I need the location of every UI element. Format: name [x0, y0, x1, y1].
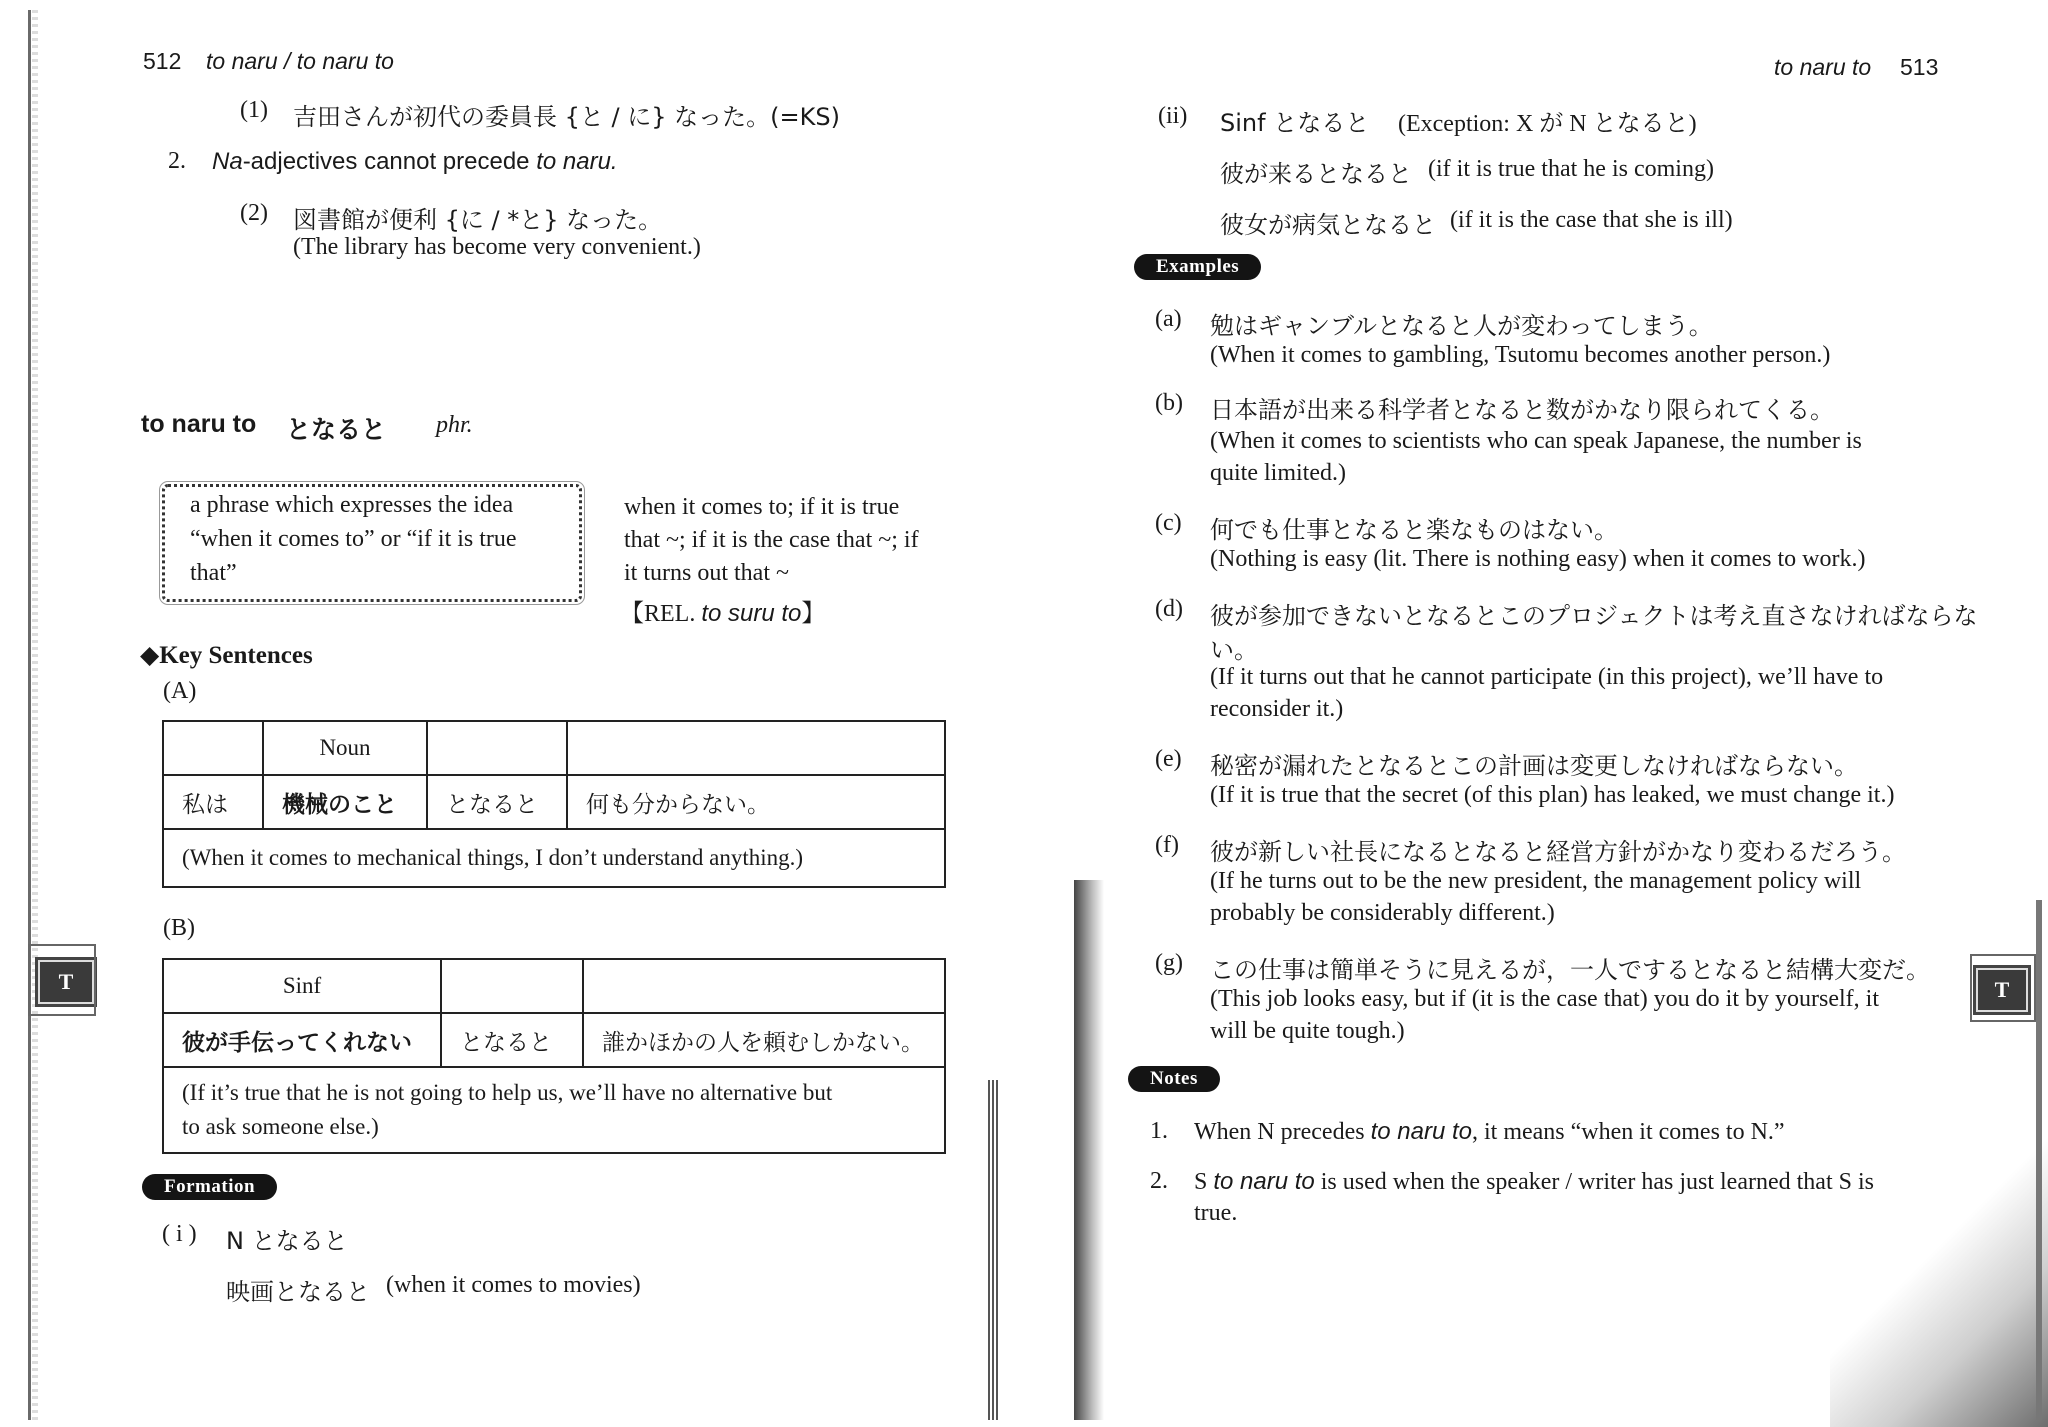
- related-entry-prefix: 【REL.: [620, 601, 702, 627]
- example-b-japanese: 日本語が出来る科学者となると数がかなり限られてくる。: [1210, 396, 1834, 424]
- example-c-japanese: 何でも仕事となると楽なものはない。: [1210, 516, 1618, 544]
- table-a-header-noun: Noun: [263, 721, 427, 775]
- formation-ii-exception: (Exception: X が N となると): [1398, 111, 1697, 137]
- formation-label: Formation: [142, 1174, 277, 1200]
- formation-ii-example-1: 彼が来るとなると: [1220, 160, 1412, 188]
- left-running-head: to naru / to naru to: [206, 48, 394, 74]
- note-1-pre: When N precedes: [1194, 1119, 1371, 1145]
- note-2-right-line-2: true.: [1194, 1200, 1238, 1226]
- example-1-number: (1): [240, 97, 268, 123]
- example-c-number: (c): [1155, 510, 1182, 536]
- table-a-empty-cell: [427, 721, 567, 775]
- table-b-clause: 彼が手伝ってくれない: [163, 1013, 441, 1067]
- table-b-header-sinf: Sinf: [163, 959, 441, 1013]
- key-sentence-b-table: [162, 958, 946, 1154]
- note-2-right-post: is used when the speaker / writer has just learned that S is: [1314, 1169, 1874, 1195]
- formation-ii-example-1-translation: (if it is true that he is coming): [1428, 156, 1714, 182]
- example-g-japanese: この仕事は簡単そうに見えるが，一人でするとなると結構大変だ。: [1210, 956, 1930, 984]
- formation-i-pattern: N となると: [226, 1227, 348, 1255]
- definition-line-3: that”: [190, 560, 237, 586]
- formation-ii-example-2-translation: (if it is the case that she is ill): [1450, 207, 1733, 233]
- right-running-head: to naru to: [1774, 54, 1872, 80]
- example-e-english: (If it is true that the secret (of this plan) has leaked, we must change it.): [1210, 782, 1895, 808]
- example-f-japanese: 彼が新しい社長になるとなると経営方針がかなり変わるだろう。: [1210, 838, 1906, 866]
- example-2-translation: (The library has become very convenient.): [293, 234, 701, 260]
- example-d-japanese: 彼が参加できないとなるとこのプロジェクトは考え直さなければならな: [1210, 602, 1978, 630]
- formation-ii-example-2: 彼女が病気となると: [1220, 211, 1436, 239]
- left-thumb-tab-bar: [28, 944, 96, 1016]
- note-1-text: [1194, 1118, 1785, 1146]
- key-sentence-b-label: (B): [163, 915, 195, 941]
- gutter-left-edge: [988, 1080, 998, 1420]
- example-f-english-line-1: (If he turns out to be the new president, the management policy will: [1210, 868, 1862, 894]
- example-f-number: (f): [1155, 832, 1179, 858]
- related-entry-suffix: 】: [801, 601, 826, 627]
- notes-label: Notes: [1128, 1066, 1220, 1092]
- formation-i-translation: (when it comes to movies): [386, 1272, 641, 1298]
- table-b-predicate: 誰かほかの人を頼むしかない。: [583, 1013, 945, 1067]
- definition-line-1: a phrase which expresses the idea: [190, 492, 514, 518]
- example-g-english-line-2: will be quite tough.): [1210, 1018, 1405, 1044]
- table-a-subject: 私は: [163, 775, 263, 829]
- right-page-edge-shadow: [1830, 1000, 2048, 1427]
- formation-i-number: ( i ): [162, 1221, 197, 1247]
- table-b-translation-line-2: to ask someone else.): [182, 1114, 379, 1139]
- formation-ii-number: (ii): [1158, 103, 1188, 129]
- gloss-line-2: that ~; if it is the case that ~; if: [624, 527, 919, 553]
- example-b-english-line-2: quite limited.): [1210, 460, 1346, 486]
- example-2-number: (2): [240, 200, 268, 226]
- formation-i-example: 映画となると: [226, 1278, 370, 1306]
- key-sentence-a-label: (A): [163, 678, 197, 704]
- gloss-line-1: when it comes to; if it is true: [624, 494, 900, 520]
- example-f-english-line-2: probably be considerably different.): [1210, 900, 1555, 926]
- entry-title: to naru to: [141, 410, 257, 438]
- gloss-line-3: it turns out that ~: [624, 560, 789, 586]
- note-1-number: 1.: [1150, 1118, 1168, 1144]
- note-2-prefix: Na: [212, 148, 243, 175]
- table-b-translation: [163, 1067, 945, 1153]
- table-a-to-naru-to: となると: [427, 775, 567, 829]
- note-1-italic: to naru to: [1370, 1118, 1472, 1145]
- note-2-right-number: 2.: [1150, 1168, 1168, 1194]
- note-1-post: , it means “when it comes to N.”: [1471, 1119, 1785, 1145]
- example-d-japanese-line-2: い。: [1210, 636, 1258, 664]
- related-entry-link: to suru to: [701, 600, 802, 627]
- table-a-empty-cell: [163, 721, 263, 775]
- entry-part-of-speech: phr.: [436, 412, 473, 438]
- note-2-italic: to naru.: [536, 148, 618, 175]
- example-g-english-line-1: (This job looks easy, but if (it is the case that) you do it by yourself, it: [1210, 986, 1879, 1012]
- table-a-predicate: 何も分からない。: [567, 775, 945, 829]
- table-a-translation: (When it comes to mechanical things, I don’t understand anything.): [163, 829, 945, 887]
- note-2-number: 2.: [168, 148, 186, 174]
- example-1-text: 吉田さんが初代の委員長 {と / に} なった。(=KS): [293, 103, 840, 131]
- right-page-edge: [2036, 900, 2042, 1420]
- note-2-text-line: [212, 148, 618, 176]
- key-sentence-a-table: [162, 720, 946, 888]
- example-e-japanese: 秘密が漏れたとなるとこの計画は変更しなければならない。: [1210, 752, 1858, 780]
- table-a-empty-cell: [567, 721, 945, 775]
- formation-ii-pattern: Sinf となると: [1220, 109, 1370, 137]
- example-d-number: (d): [1155, 596, 1183, 622]
- left-page-edge: [28, 10, 31, 1420]
- left-page-edge-shadow: [32, 10, 38, 1420]
- example-e-number: (e): [1155, 746, 1182, 772]
- example-c-english: (Nothing is easy (lit. There is nothing easy) when it comes to work.): [1210, 546, 1866, 572]
- left-thumb-tab: T: [38, 960, 94, 1004]
- example-b-number: (b): [1155, 390, 1183, 416]
- example-d-english-line-1: (If it turns out that he cannot participate (in this project), we’ll have to: [1210, 664, 1884, 690]
- entry-title-japanese: となると: [286, 415, 387, 444]
- right-thumb-tab-bar: [1970, 954, 2036, 1022]
- note-2-right-text: [1194, 1168, 1874, 1196]
- definition-line-2: “when it comes to” or “if it is true: [190, 526, 517, 552]
- table-a-noun: 機械のこと: [263, 775, 427, 829]
- note-2-right-italic: to naru to: [1213, 1168, 1315, 1195]
- gutter-right-edge: [1074, 880, 1104, 1420]
- note-2-right-pre: S: [1194, 1169, 1214, 1195]
- right-thumb-tab: T: [1976, 968, 2028, 1012]
- related-entry: [620, 593, 825, 628]
- table-b-empty-cell: [583, 959, 945, 1013]
- example-d-english-line-2: reconsider it.): [1210, 696, 1344, 722]
- note-2-text: -adjectives cannot precede: [242, 148, 537, 175]
- example-a-number: (a): [1155, 306, 1182, 332]
- example-a-english: (When it comes to gambling, Tsutomu becomes another person.): [1210, 342, 1831, 368]
- table-b-empty-cell: [441, 959, 583, 1013]
- table-b-translation-line-1: (If it’s true that he is not going to help us, we’ll have no alternative but: [182, 1080, 833, 1105]
- example-g-number: (g): [1155, 950, 1183, 976]
- left-page-number: 512: [143, 48, 182, 74]
- example-a-japanese: 勉はギャンブルとなると人が変わってしまう。: [1210, 312, 1713, 340]
- example-b-english-line-1: (When it comes to scientists who can speak Japanese, the number is: [1210, 428, 1862, 454]
- key-sentences-heading: ◆Key Sentences: [140, 642, 313, 669]
- table-b-to-naru-to: となると: [441, 1013, 583, 1067]
- examples-label: Examples: [1134, 254, 1261, 280]
- right-page-number: 513: [1900, 54, 1939, 80]
- example-2-text: 図書館が便利 {に / *と} なった。: [293, 206, 663, 234]
